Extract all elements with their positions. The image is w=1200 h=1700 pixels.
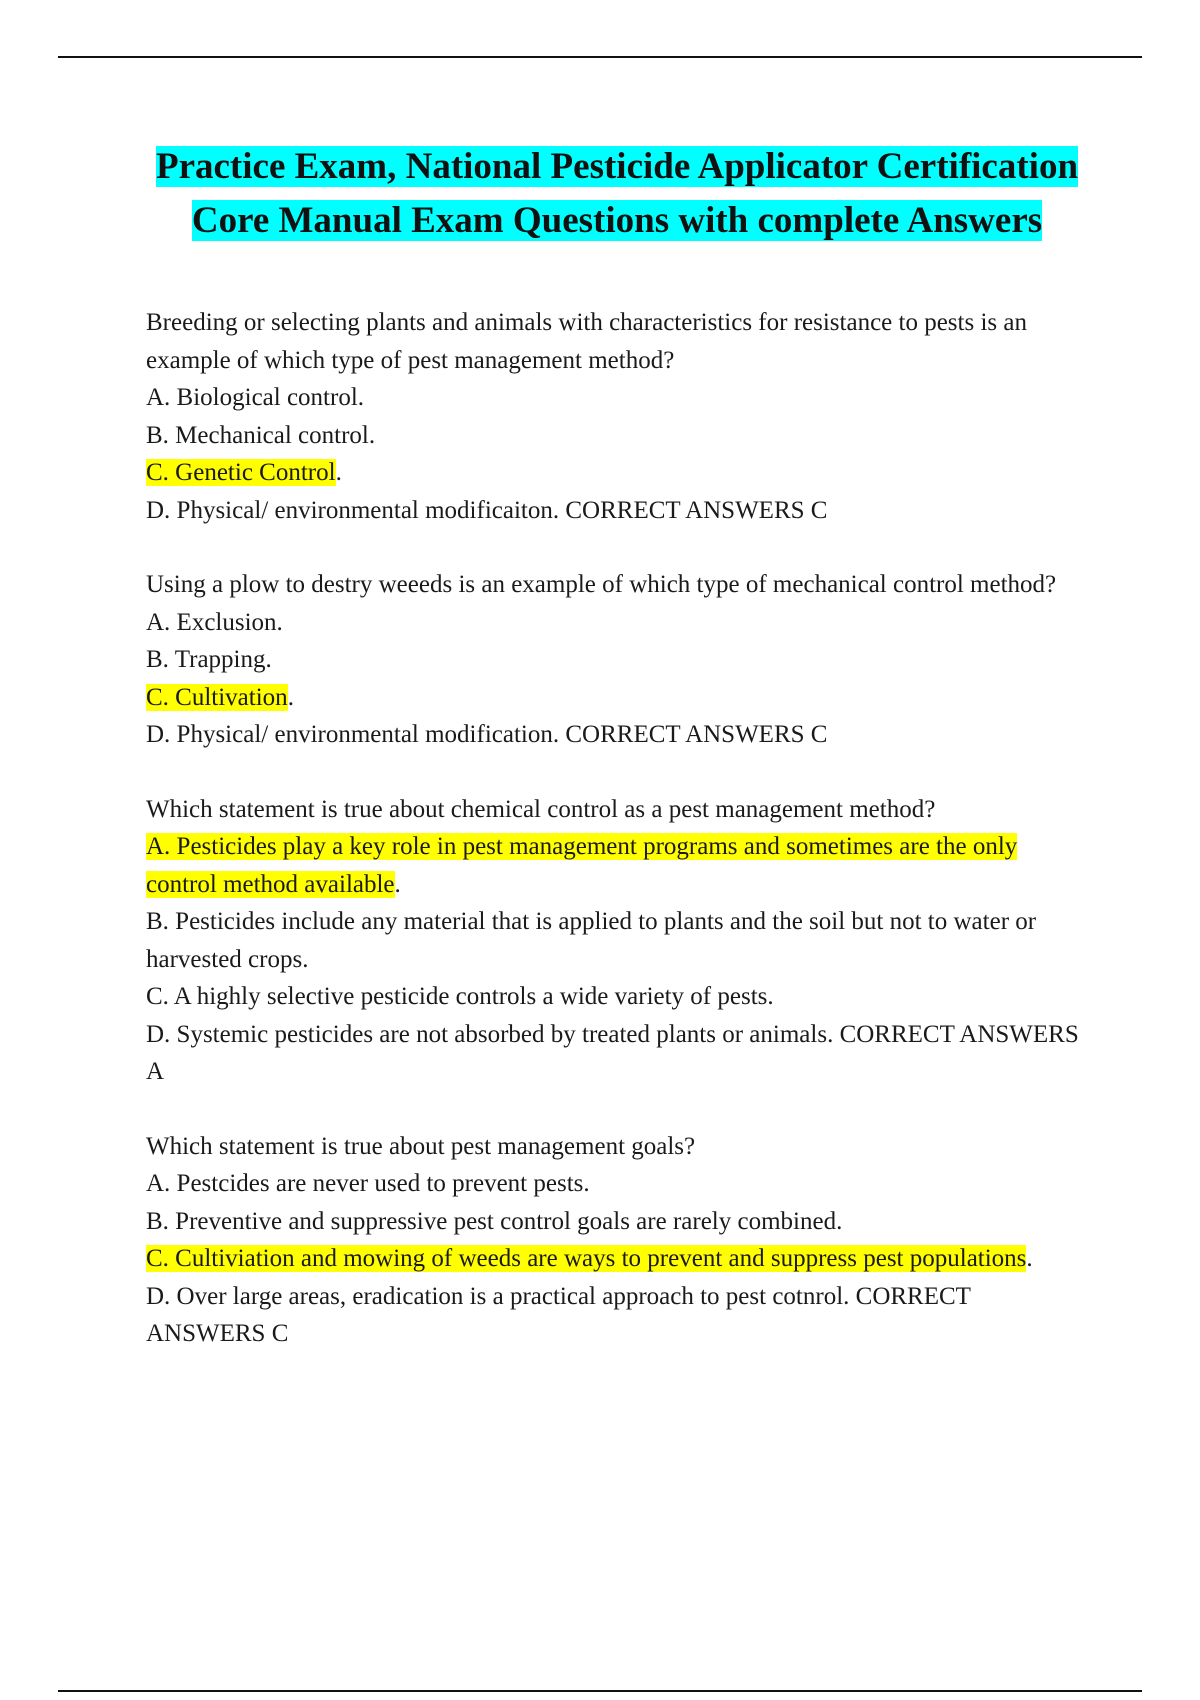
question-2-prompt: Using a plow to destry weeeds is an example of which type of mechanical control method? bbox=[146, 571, 1057, 598]
question-3-answer-highlight: A. Pesticides play a key role in pest management programs and sometimes are the only control method available bbox=[146, 833, 1018, 898]
question-1 bbox=[146, 304, 1086, 529]
document-body bbox=[146, 304, 1086, 1390]
question-3-prompt: Which statement is true about chemical control as a pest management method? bbox=[146, 795, 936, 823]
document-title-text: Practice Exam, National Pesticide Applicator Certification Core Manual Exam Questions with complete Answers bbox=[155, 146, 1079, 241]
question-1-option-b: B. Mechanical control. bbox=[146, 421, 376, 449]
document-title bbox=[150, 140, 1084, 248]
question-1-option-a: A. Biological control. bbox=[146, 384, 365, 411]
question-4-option-d: D. Over large areas, eradication is a practical approach to pest cotnrol. CORRECT ANSWERS C bbox=[146, 1282, 971, 1347]
question-2-option-c-period: . bbox=[287, 683, 294, 711]
question-3-option-c: C. A highly selective pesticide controls a wide variety of pests. bbox=[146, 983, 774, 1010]
question-2 bbox=[146, 566, 1086, 754]
question-3-option-b: B. Pesticides include any material that is applied to plants and the soil but not to water or harvested crops. bbox=[146, 908, 1037, 973]
question-3-option-a-period: . bbox=[394, 870, 401, 898]
question-2-option-d: D. Physical/ environmental modification. CORRECT ANSWERS C bbox=[146, 721, 828, 748]
question-2-answer-highlight: C. Cultivation bbox=[146, 683, 288, 711]
question-3 bbox=[146, 791, 1086, 1091]
question-1-option-d: D. Physical/ environmental modificaiton. CORRECT ANSWERS C bbox=[146, 496, 828, 524]
header-rule bbox=[58, 56, 1142, 58]
question-2-option-b: B. Trapping. bbox=[146, 646, 272, 673]
question-2-option-a: A. Exclusion. bbox=[146, 608, 283, 636]
question-1-prompt: Breeding or selecting plants and animals with characteristics for resistance to pests is an example of which type of pest management method? bbox=[146, 309, 1027, 374]
question-1-option-c-period: . bbox=[335, 459, 342, 486]
question-4-prompt: Which statement is true about pest management goals? bbox=[146, 1132, 696, 1160]
question-4 bbox=[146, 1128, 1086, 1353]
question-4-answer-highlight: C. Cultiviation and mowing of weeds are ways to prevent and suppress pest populations bbox=[146, 1245, 1027, 1272]
question-4-option-b: B. Preventive and suppressive pest control goals are rarely combined. bbox=[146, 1207, 843, 1235]
question-3-option-d: D. Systemic pesticides are not absorbed by treated plants or animals. CORRECT ANSWERS A bbox=[146, 1020, 1079, 1085]
question-1-option-c bbox=[146, 454, 1086, 492]
question-4-option-c-period: . bbox=[1026, 1245, 1033, 1272]
question-3-option-a bbox=[146, 828, 1086, 903]
question-1-answer-highlight: C. Genetic Control bbox=[146, 459, 336, 486]
question-2-option-c bbox=[146, 679, 1086, 717]
question-4-option-a: A. Pestcides are never used to prevent pests. bbox=[146, 1170, 590, 1197]
footer-rule bbox=[58, 1690, 1142, 1692]
question-4-option-c bbox=[146, 1240, 1086, 1278]
